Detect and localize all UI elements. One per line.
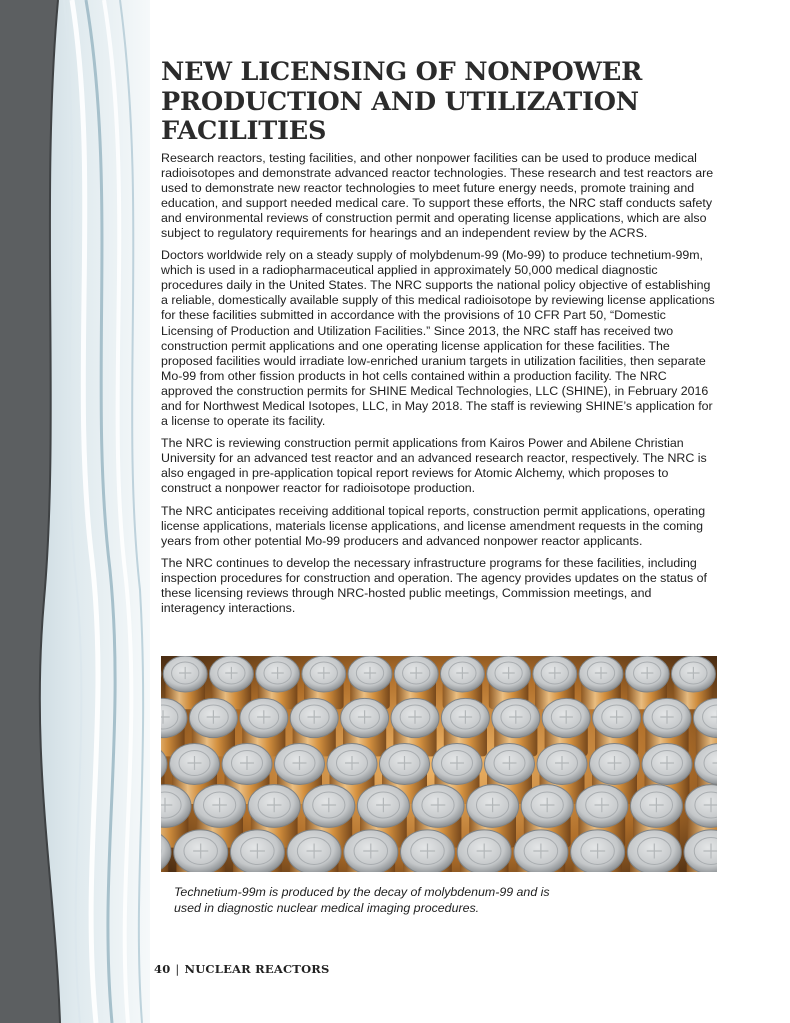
caption-line: Technetium-99m is produced by the decay of molybdenum-99 and is <box>174 885 550 899</box>
vials-photo <box>161 656 717 872</box>
vial <box>457 830 511 872</box>
paragraph: The NRC continues to develop the necessary infrastructure programs for these facilities, including inspection procedures for construction and operation. The agency provides updates on the status of these licensing reviews through NRC-hosted public meetings, Commission meetings, and interagency interactions. <box>161 555 707 616</box>
vial <box>174 830 228 872</box>
vial <box>514 830 568 872</box>
vials-illustration <box>161 656 717 872</box>
section-name: NUCLEAR REACTORS <box>184 962 330 976</box>
vial <box>571 830 625 872</box>
title-line: NEW LICENSING OF NONPOWER <box>161 57 643 87</box>
decorative-sidebar <box>0 0 150 1023</box>
title-line: PRODUCTION AND UTILIZATION <box>161 86 639 117</box>
footer-separator: | <box>175 962 180 976</box>
article <box>161 58 717 623</box>
vial <box>401 830 455 872</box>
paragraph: Research reactors, testing facilities, and other nonpower facilities can be used to produce medical radioisotopes and demonstrate advanced reactor technologies. These research and test reactors are used to demonstrate new reactor technologies to meet future energy needs, promote training and education, and support needed medical care. To support these efforts, the NRC staff conducts safety and environmental reviews of construction permit and operating license applications, which are also subject to regulatory requirements for hearings and an independent review by the ACRS. <box>161 150 714 240</box>
vial <box>287 830 341 872</box>
paragraph: Doctors worldwide rely on a steady supply of molybdenum-99 (Mo-99) to produce technetium-99m, which is used in a radiopharmaceutical applied in approximately 50,000 medical diagnostic procedures daily in the United States. The NRC supports the national policy objective of establishing a reliable, domestically available supply of this medical radioisotope by reviewing license applications for these facilities submitted in accordance with the provisions of 10 CFR Part 50, “Domestic Licensing of Production and Utilization Facilities.” Since 2013, the NRC staff has received two construction permit applications and one operating license application for these facilities. The proposed facilities would irradiate low-enriched uranium targets in utilization facilities, then separate Mo-99 from other fission products in hot cells contained within a production facility. The NRC approved the construction permits for SHINE Medical Technologies, LLC (SHINE), in February 2016 and for Northwest Medical Isotopes, LLC, in May 2018. The staff is reviewing SHINE’s application for a license to operate its facility. <box>161 248 715 429</box>
page-footer <box>154 962 330 976</box>
title-line: FACILITIES <box>161 116 327 146</box>
page-number: 40 <box>154 962 171 976</box>
paragraph: The NRC is reviewing construction permit applications from Kairos Power and Abilene Christian University for an advanced test reactor and an advanced research reactor, respectively. The NRC is also engaged in pre-application topical report reviews for Atomic Alchemy, which proposes to construct a nonpower reactor for radioisotope production. <box>161 436 707 496</box>
article-title <box>161 58 717 147</box>
vial <box>344 830 398 872</box>
vial <box>230 830 284 872</box>
caption-line: used in diagnostic nuclear medical imaging procedures. <box>174 901 480 915</box>
vial <box>627 830 681 872</box>
paragraph: The NRC anticipates receiving additional topical reports, construction permit applications, operating license applications, materials license applications, and license amendment requests in the coming years from other potential Mo-99 producers and advanced nonpower reactor applicants. <box>161 503 706 548</box>
wave-graphic <box>0 0 150 1023</box>
photo-caption <box>174 884 594 916</box>
